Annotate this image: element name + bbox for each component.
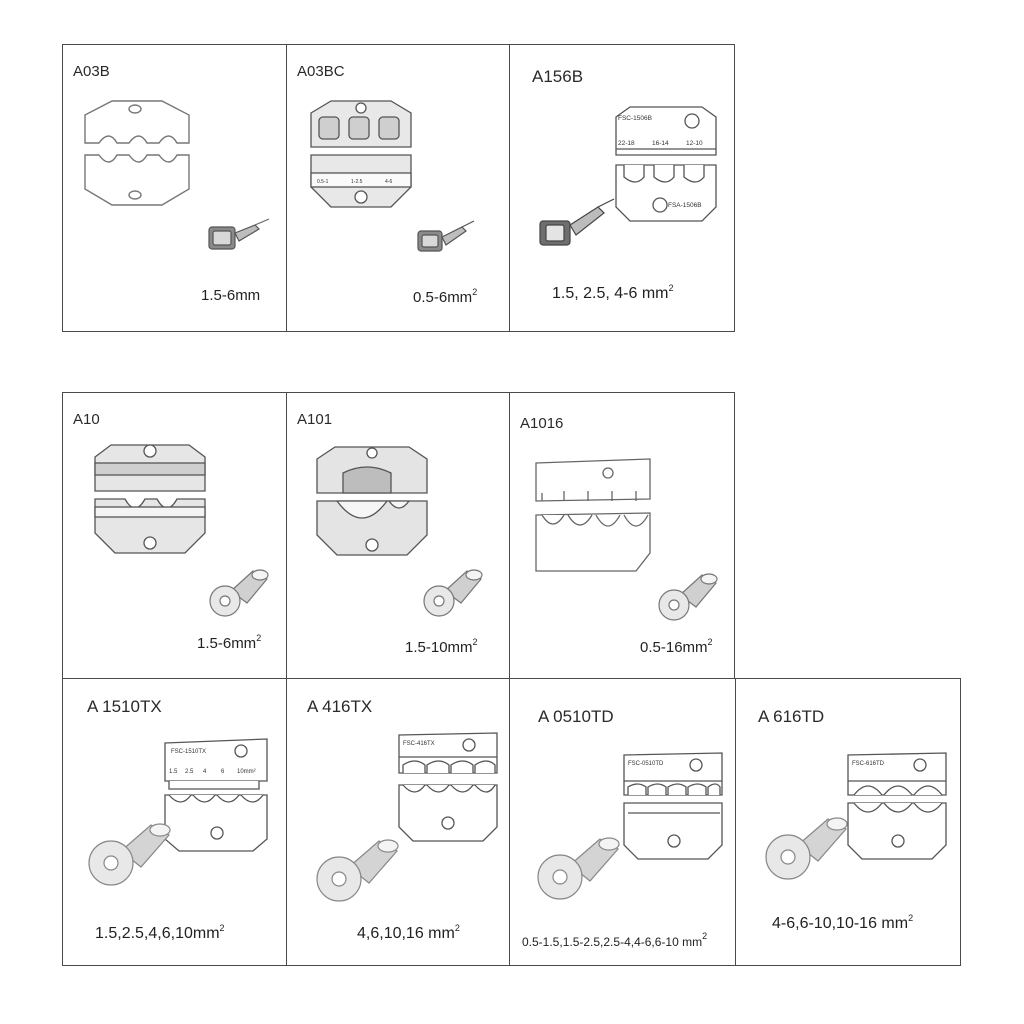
svg-text:FSC-0510TD: FSC-0510TD — [628, 761, 664, 767]
svg-text:4-6: 4-6 — [385, 179, 393, 185]
ring-terminal-icon — [81, 815, 181, 891]
svg-text:FSC-1510TX: FSC-1510TX — [171, 749, 207, 755]
die-card-a03b — [62, 44, 288, 332]
spec-label: 4-6,6-10,10-16 $mm^2$ — [772, 913, 914, 932]
die-card-a416tx — [286, 678, 511, 966]
ring-terminal-icon — [530, 829, 630, 905]
spec-label: $0.5-6mm^2$ — [413, 287, 478, 306]
svg-text:1-2.5: 1-2.5 — [351, 179, 363, 185]
die-card-a101 — [286, 392, 511, 680]
spec-label: 1.5-6mm — [201, 287, 261, 304]
crimp-die-illustration — [301, 95, 421, 225]
svg-text:0.5-1: 0.5-1 — [317, 179, 329, 185]
spec-label: 0.5-1.5,1.5-2.5,2.5-4,4-6,6-10 $mm^2$ — [522, 931, 708, 949]
spec-label: $1.5,2.5,4,6,10mm^2$ — [95, 923, 225, 942]
crimp-die-illustration — [528, 453, 658, 583]
ring-terminal-icon — [201, 561, 277, 621]
svg-text:4: 4 — [203, 769, 207, 775]
svg-text:FSC-616TD: FSC-616TD — [852, 761, 885, 767]
die-card-a156b — [509, 44, 735, 332]
model-label: A 616TD — [758, 707, 825, 726]
crimp-die-illustration — [842, 747, 952, 871]
model-label: A 0510TD — [538, 707, 614, 726]
spec-label: 1.5, 2.5, 4-6 $mm^2$ — [552, 283, 674, 302]
ring-terminal-icon — [309, 831, 409, 907]
svg-text:16-14: 16-14 — [652, 140, 669, 147]
crimp-die-illustration — [393, 727, 503, 851]
ring-terminal-icon — [758, 809, 858, 885]
spec-label: $1.5-10mm^2$ — [405, 637, 478, 656]
svg-text:22-18: 22-18 — [618, 140, 635, 147]
spec-label: $1.5-6mm^2$ — [197, 633, 262, 652]
model-label: A10 — [73, 411, 100, 428]
svg-text:12-10: 12-10 — [686, 140, 703, 147]
die-card-a03bc — [286, 44, 511, 332]
crimp-die-illustration — [618, 747, 728, 871]
die-card-a1510tx — [62, 678, 288, 966]
spec-label: 4,6,10,16 $mm^2$ — [357, 923, 460, 942]
flat-terminal-icon — [203, 213, 273, 263]
ring-terminal-icon — [415, 561, 491, 621]
svg-text:FSC-1506B: FSC-1506B — [618, 115, 652, 122]
model-label: A03BC — [297, 63, 345, 80]
svg-text:6: 6 — [221, 769, 225, 775]
spec-label: $0.5-16mm^2$ — [640, 637, 713, 656]
model-label: A101 — [297, 411, 333, 428]
die-card-a10 — [62, 392, 288, 680]
crimp-die-illustration — [610, 103, 722, 227]
svg-text:1.5: 1.5 — [169, 769, 178, 775]
crimp-die-illustration — [307, 439, 437, 569]
flat-terminal-icon — [534, 195, 618, 257]
crimp-die-illustration — [85, 437, 215, 567]
die-card-a616td — [735, 678, 961, 966]
model-label: A156B — [532, 67, 584, 86]
model-label: A03B — [73, 63, 110, 80]
model-label: A1016 — [520, 415, 564, 432]
model-label: A 416TX — [307, 697, 373, 716]
die-card-a0510td — [509, 678, 737, 966]
die-card-a1016 — [509, 392, 735, 680]
svg-text:FSA-1506B: FSA-1506B — [668, 202, 702, 209]
model-label: A 1510TX — [87, 697, 162, 716]
svg-text:10mm²: 10mm² — [237, 769, 256, 775]
svg-text:2.5: 2.5 — [185, 769, 194, 775]
ring-terminal-icon — [650, 565, 726, 625]
flat-terminal-icon — [412, 215, 482, 265]
crimp-die-illustration — [77, 95, 197, 215]
svg-text:FSC-416TX: FSC-416TX — [403, 741, 435, 747]
